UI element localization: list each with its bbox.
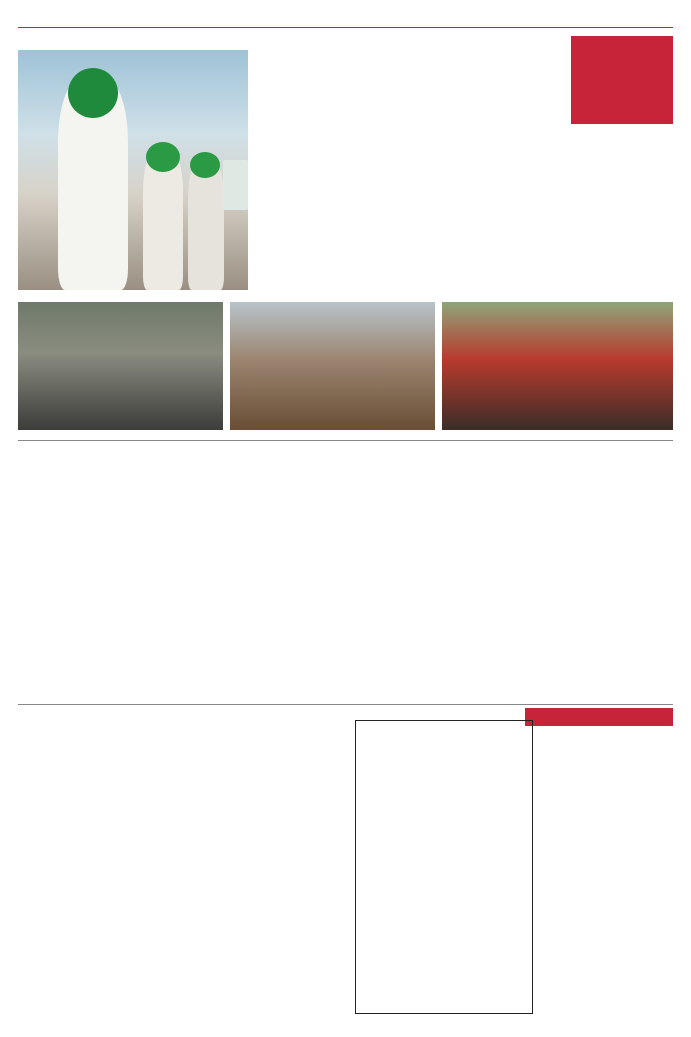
- caption-third-photo: [248, 258, 358, 298]
- article3-col1: [240, 752, 340, 1022]
- hero-photo: [18, 50, 248, 290]
- article2-col2: [461, 478, 563, 700]
- photo-figure: [223, 160, 248, 210]
- crossword-grid: [355, 720, 533, 1014]
- article2-col1: [571, 478, 673, 700]
- caption-left-photo: [18, 258, 123, 298]
- article1-col-right: [548, 130, 673, 290]
- photo-mourners: [442, 302, 673, 430]
- caption-middle-photo: [130, 258, 240, 298]
- divider: [18, 440, 673, 441]
- page-header: [18, 14, 673, 28]
- crossword-title: [525, 708, 673, 726]
- photo-figure: [68, 68, 118, 118]
- photo-figure: [190, 152, 220, 178]
- photo-procession: [18, 302, 223, 430]
- article3-col3: [18, 752, 122, 1022]
- crossword-across: [525, 732, 673, 872]
- divider: [18, 704, 673, 705]
- photo-tazieh: [230, 302, 435, 430]
- article2-col4: [241, 478, 343, 700]
- article2-col5: [131, 478, 233, 700]
- article2-col6: [18, 478, 120, 700]
- article2-col3: [351, 478, 453, 700]
- section-logo-box: [571, 36, 673, 124]
- article3-col2: [130, 752, 232, 1022]
- article1-col-middle: [433, 130, 541, 290]
- photo-figure: [146, 142, 180, 172]
- crossword-down: [525, 878, 673, 1018]
